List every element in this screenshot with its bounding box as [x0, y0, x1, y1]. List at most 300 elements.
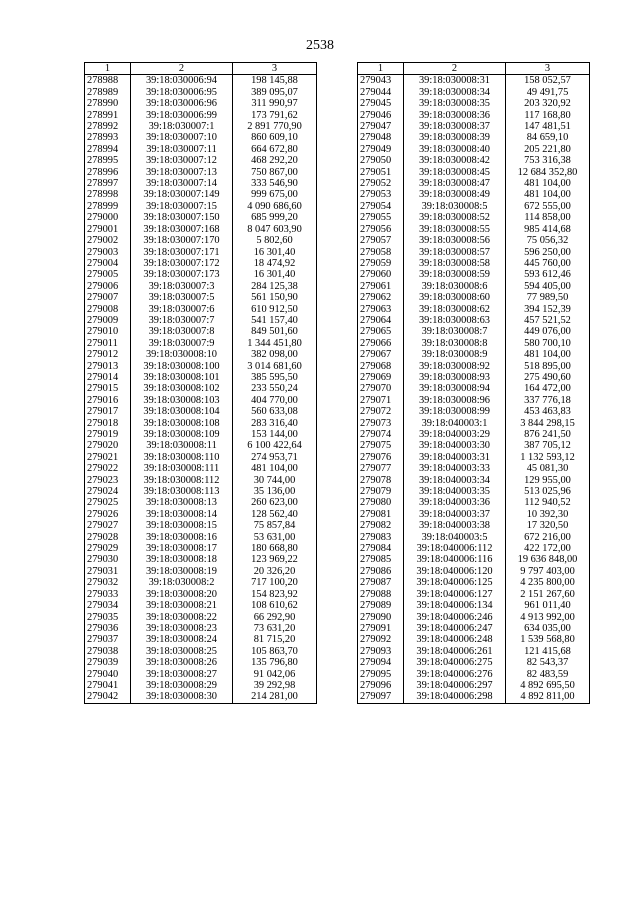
- table-row: [358, 383, 590, 394]
- cadastral-number: 39:18:030007:3: [131, 281, 233, 292]
- cadastral-value: 147 481,51: [506, 121, 590, 132]
- table-row: [85, 589, 317, 600]
- table-row: [85, 247, 317, 258]
- cadastral-value: 135 796,80: [233, 657, 317, 668]
- cadastral-number: 39:18:030007:150: [131, 212, 233, 223]
- row-number: 279077: [358, 463, 404, 474]
- table-row: [85, 429, 317, 440]
- table-row: [358, 87, 590, 98]
- cadastral-value: 1 132 593,12: [506, 452, 590, 463]
- cadastral-value: 123 969,22: [233, 554, 317, 565]
- table-row: [358, 155, 590, 166]
- row-number: 279067: [358, 349, 404, 360]
- cadastral-number: 39:18:030007:1: [131, 121, 233, 132]
- row-number: 279096: [358, 680, 404, 691]
- cadastral-value: 560 633,08: [233, 406, 317, 417]
- cadastral-number: 39:18:030008:39: [404, 132, 506, 143]
- table-row: [85, 326, 317, 337]
- row-number: 279059: [358, 258, 404, 269]
- table-row: [358, 497, 590, 508]
- row-number: 279080: [358, 497, 404, 508]
- table-row: [358, 475, 590, 486]
- cadastral-value: 876 241,50: [506, 429, 590, 440]
- table-row: [85, 475, 317, 486]
- cadastral-number: 39:18:030008:21: [131, 600, 233, 611]
- cadastral-number: 39:18:040006:127: [404, 589, 506, 600]
- cadastral-value: 158 052,57: [506, 75, 590, 87]
- cadastral-value: 12 684 352,80: [506, 167, 590, 178]
- table-row: [358, 235, 590, 246]
- cadastral-number: 39:18:030008:45: [404, 167, 506, 178]
- column-header-2: 2: [404, 63, 506, 75]
- table-row: [85, 486, 317, 497]
- row-number: 279008: [85, 304, 131, 315]
- table-row: [85, 452, 317, 463]
- row-number: 279070: [358, 383, 404, 394]
- cadastral-value: 121 415,68: [506, 646, 590, 657]
- table-row: [358, 543, 590, 554]
- row-number: 278996: [85, 167, 131, 178]
- row-number: 278998: [85, 189, 131, 200]
- row-number: 279071: [358, 395, 404, 406]
- cadastral-value: 112 940,52: [506, 497, 590, 508]
- cadastral-number: 39:18:030008:17: [131, 543, 233, 554]
- table-row: [358, 281, 590, 292]
- row-number: 279016: [85, 395, 131, 406]
- row-number: 279093: [358, 646, 404, 657]
- cadastral-number: 39:18:030007:14: [131, 178, 233, 189]
- row-number: 278997: [85, 178, 131, 189]
- row-number: 279012: [85, 349, 131, 360]
- row-number: 279045: [358, 98, 404, 109]
- cadastral-value: 75 056,32: [506, 235, 590, 246]
- cadastral-value: 2 151 267,60: [506, 589, 590, 600]
- cadastral-value: 4 892 811,00: [506, 691, 590, 703]
- table-row: [358, 110, 590, 121]
- cadastral-value: 404 770,00: [233, 395, 317, 406]
- cadastral-number: 39:18:040003:36: [404, 497, 506, 508]
- cadastral-value: 105 863,70: [233, 646, 317, 657]
- cadastral-number: 39:18:030008:22: [131, 612, 233, 623]
- table-row: [358, 520, 590, 531]
- row-number: 279014: [85, 372, 131, 383]
- table-row: [358, 532, 590, 543]
- table-row: [85, 224, 317, 235]
- row-number: 279024: [85, 486, 131, 497]
- cadastral-number: 39:18:030008:18: [131, 554, 233, 565]
- table-row: [85, 680, 317, 691]
- cadastral-value: 541 157,40: [233, 315, 317, 326]
- cadastral-number: 39:18:030008:62: [404, 304, 506, 315]
- left-table-body: [85, 75, 317, 703]
- cadastral-number: 39:18:040006:261: [404, 646, 506, 657]
- cadastral-number: 39:18:030007:15: [131, 201, 233, 212]
- row-number: 279026: [85, 509, 131, 520]
- table-row: [358, 680, 590, 691]
- row-number: 279046: [358, 110, 404, 121]
- table-row: [358, 178, 590, 189]
- row-number: 279022: [85, 463, 131, 474]
- cadastral-value: 849 501,60: [233, 326, 317, 337]
- cadastral-number: 39:18:030008:113: [131, 486, 233, 497]
- row-number: 279056: [358, 224, 404, 235]
- cadastral-number: 39:18:040006:275: [404, 657, 506, 668]
- row-number: 279065: [358, 326, 404, 337]
- cadastral-number: 39:18:030008:49: [404, 189, 506, 200]
- row-number: 279076: [358, 452, 404, 463]
- cadastral-number: 39:18:030008:52: [404, 212, 506, 223]
- table-row: [358, 224, 590, 235]
- cadastral-number: 39:18:030008:14: [131, 509, 233, 520]
- cadastral-number: 39:18:030008:30: [131, 691, 233, 703]
- cadastral-number: 39:18:040006:116: [404, 554, 506, 565]
- cadastral-number: 39:18:030008:60: [404, 292, 506, 303]
- table-row: [85, 281, 317, 292]
- row-number: 279052: [358, 178, 404, 189]
- cadastral-number: 39:18:030007:7: [131, 315, 233, 326]
- cadastral-value: 91 042,06: [233, 669, 317, 680]
- cadastral-value: 664 672,80: [233, 144, 317, 155]
- cadastral-value: 180 668,80: [233, 543, 317, 554]
- cadastral-value: 387 705,12: [506, 440, 590, 451]
- table-row: [358, 669, 590, 680]
- table-row: [85, 110, 317, 121]
- table-row: [85, 612, 317, 623]
- table-row: [358, 554, 590, 565]
- cadastral-value: 481 104,00: [506, 178, 590, 189]
- row-number: 279066: [358, 338, 404, 349]
- cadastral-number: 39:18:030008:63: [404, 315, 506, 326]
- row-number: 279063: [358, 304, 404, 315]
- table-row: [85, 669, 317, 680]
- row-number: 279020: [85, 440, 131, 451]
- table-row: [85, 577, 317, 588]
- row-number: 279031: [85, 566, 131, 577]
- row-number: 279018: [85, 418, 131, 429]
- cadastral-value: 449 076,00: [506, 326, 590, 337]
- right-table-header: [358, 63, 590, 75]
- cadastral-value: 596 250,00: [506, 247, 590, 258]
- table-row: [85, 212, 317, 223]
- cadastral-value: 394 152,39: [506, 304, 590, 315]
- cadastral-number: 39:18:030008:15: [131, 520, 233, 531]
- table-row: [358, 75, 590, 87]
- table-row: [85, 292, 317, 303]
- cadastral-value: 205 221,80: [506, 144, 590, 155]
- table-row: [358, 657, 590, 668]
- cadastral-number: 39:18:030007:12: [131, 155, 233, 166]
- cadastral-number: 39:18:040003:37: [404, 509, 506, 520]
- cadastral-number: 39:18:030008:11: [131, 440, 233, 451]
- cadastral-value: 117 168,80: [506, 110, 590, 121]
- table-row: [85, 372, 317, 383]
- cadastral-value: 203 320,92: [506, 98, 590, 109]
- row-number: 279013: [85, 361, 131, 372]
- cadastral-value: 9 797 403,00: [506, 566, 590, 577]
- cadastral-value: 82 543,37: [506, 657, 590, 668]
- table-row: [358, 646, 590, 657]
- cadastral-number: 39:18:030006:95: [131, 87, 233, 98]
- cadastral-number: 39:18:030008:94: [404, 383, 506, 394]
- table-row: [358, 338, 590, 349]
- cadastral-value: 3 844 298,15: [506, 418, 590, 429]
- cadastral-number: 39:18:030008:31: [404, 75, 506, 87]
- cadastral-value: 198 145,88: [233, 75, 317, 87]
- row-number: 279048: [358, 132, 404, 143]
- cadastral-value: 860 609,10: [233, 132, 317, 143]
- cadastral-number: 39:18:040006:134: [404, 600, 506, 611]
- cadastral-value: 233 550,24: [233, 383, 317, 394]
- page-number: 2538: [306, 38, 334, 53]
- table-row: [85, 144, 317, 155]
- cadastral-value: 128 562,40: [233, 509, 317, 520]
- left-table: [84, 62, 317, 704]
- table-row: [358, 121, 590, 132]
- row-number: 279015: [85, 383, 131, 394]
- table-row: [358, 486, 590, 497]
- cadastral-value: 20 326,20: [233, 566, 317, 577]
- row-number: 279053: [358, 189, 404, 200]
- row-number: 279073: [358, 418, 404, 429]
- table-row: [358, 612, 590, 623]
- table-row: [358, 258, 590, 269]
- table-row: [358, 269, 590, 280]
- cadastral-number: 39:18:030007:9: [131, 338, 233, 349]
- row-number: 279006: [85, 281, 131, 292]
- row-number: 279004: [85, 258, 131, 269]
- cadastral-value: 154 823,92: [233, 589, 317, 600]
- row-number: 279082: [358, 520, 404, 531]
- cadastral-value: 685 999,20: [233, 212, 317, 223]
- cadastral-value: 4 235 800,00: [506, 577, 590, 588]
- table-row: [85, 623, 317, 634]
- cadastral-number: 39:18:030008:104: [131, 406, 233, 417]
- cadastral-value: 750 867,00: [233, 167, 317, 178]
- cadastral-number: 39:18:030007:171: [131, 247, 233, 258]
- table-row: [85, 349, 317, 360]
- cadastral-number: 39:18:040006:298: [404, 691, 506, 703]
- cadastral-number: 39:18:030006:99: [131, 110, 233, 121]
- cadastral-number: 39:18:030008:92: [404, 361, 506, 372]
- row-number: 279038: [85, 646, 131, 657]
- table-row: [85, 178, 317, 189]
- table-row: [358, 600, 590, 611]
- cadastral-number: 39:18:030008:13: [131, 497, 233, 508]
- cadastral-value: 453 463,83: [506, 406, 590, 417]
- row-number: 279042: [85, 691, 131, 703]
- cadastral-number: 39:18:030008:112: [131, 475, 233, 486]
- cadastral-number: 39:18:030006:96: [131, 98, 233, 109]
- table-row: [358, 440, 590, 451]
- cadastral-number: 39:18:040003:38: [404, 520, 506, 531]
- table-row: [358, 623, 590, 634]
- table-row: [358, 577, 590, 588]
- table-row: [358, 589, 590, 600]
- cadastral-number: 39:18:030006:94: [131, 75, 233, 87]
- cadastral-value: 481 104,00: [506, 349, 590, 360]
- row-number: 279086: [358, 566, 404, 577]
- table-row: [85, 121, 317, 132]
- table-row: [85, 87, 317, 98]
- table-row: [85, 189, 317, 200]
- row-number: 279000: [85, 212, 131, 223]
- cadastral-number: 39:18:030008:108: [131, 418, 233, 429]
- row-number: 279051: [358, 167, 404, 178]
- row-number: 279068: [358, 361, 404, 372]
- table-row: [358, 691, 590, 703]
- table-row: [358, 349, 590, 360]
- cadastral-value: 16 301,40: [233, 269, 317, 280]
- column-header-3: 3: [233, 63, 317, 75]
- row-number: 279035: [85, 612, 131, 623]
- table-row: [358, 212, 590, 223]
- right-table-body: [358, 75, 590, 703]
- cadastral-number: 39:18:030008:103: [131, 395, 233, 406]
- table-row: [358, 395, 590, 406]
- table-row: [85, 201, 317, 212]
- row-number: 279061: [358, 281, 404, 292]
- cadastral-number: 39:18:030008:29: [131, 680, 233, 691]
- column-header-1: 1: [358, 63, 404, 75]
- table-row: [85, 258, 317, 269]
- cadastral-value: 422 172,00: [506, 543, 590, 554]
- cadastral-value: 999 675,00: [233, 189, 317, 200]
- cadastral-number: 39:18:030008:6: [404, 281, 506, 292]
- cadastral-number: 39:18:030008:93: [404, 372, 506, 383]
- row-number: 279030: [85, 554, 131, 565]
- cadastral-value: 468 292,20: [233, 155, 317, 166]
- row-number: 279019: [85, 429, 131, 440]
- cadastral-value: 84 659,10: [506, 132, 590, 143]
- column-header-2: 2: [131, 63, 233, 75]
- cadastral-value: 672 555,00: [506, 201, 590, 212]
- cadastral-value: 333 546,90: [233, 178, 317, 189]
- cadastral-number: 39:18:030008:111: [131, 463, 233, 474]
- table-row: [358, 509, 590, 520]
- cadastral-value: 66 292,90: [233, 612, 317, 623]
- row-number: 279075: [358, 440, 404, 451]
- cadastral-value: 481 104,00: [233, 463, 317, 474]
- cadastral-number: 39:18:040003:5: [404, 532, 506, 543]
- cadastral-number: 39:18:030007:173: [131, 269, 233, 280]
- row-number: 279001: [85, 224, 131, 235]
- cadastral-value: 4 090 686,60: [233, 201, 317, 212]
- cadastral-value: 580 700,10: [506, 338, 590, 349]
- cadastral-value: 634 035,00: [506, 623, 590, 634]
- table-row: [85, 509, 317, 520]
- cadastral-value: 164 472,00: [506, 383, 590, 394]
- row-number: 279055: [358, 212, 404, 223]
- cadastral-value: 35 136,00: [233, 486, 317, 497]
- cadastral-number: 39:18:030007:5: [131, 292, 233, 303]
- cadastral-number: 39:18:030007:11: [131, 144, 233, 155]
- cadastral-number: 39:18:030008:47: [404, 178, 506, 189]
- table-row: [85, 75, 317, 87]
- cadastral-value: 275 490,60: [506, 372, 590, 383]
- table-row: [85, 269, 317, 280]
- row-number: 279095: [358, 669, 404, 680]
- cadastral-value: 672 216,00: [506, 532, 590, 543]
- cadastral-value: 284 125,38: [233, 281, 317, 292]
- cadastral-value: 53 631,00: [233, 532, 317, 543]
- table-row: [358, 429, 590, 440]
- row-number: 278995: [85, 155, 131, 166]
- cadastral-number: 39:18:030008:25: [131, 646, 233, 657]
- table-row: [358, 292, 590, 303]
- cadastral-value: 30 744,00: [233, 475, 317, 486]
- cadastral-number: 39:18:030008:110: [131, 452, 233, 463]
- cadastral-value: 17 320,50: [506, 520, 590, 531]
- cadastral-number: 39:18:030008:9: [404, 349, 506, 360]
- row-number: 279057: [358, 235, 404, 246]
- row-number: 279003: [85, 247, 131, 258]
- row-number: 278999: [85, 201, 131, 212]
- row-number: 279091: [358, 623, 404, 634]
- row-number: 279007: [85, 292, 131, 303]
- column-header-3: 3: [506, 63, 590, 75]
- cadastral-number: 39:18:030008:27: [131, 669, 233, 680]
- cadastral-number: 39:18:030008:40: [404, 144, 506, 155]
- cadastral-value: 610 912,50: [233, 304, 317, 315]
- table-row: [85, 418, 317, 429]
- cadastral-value: 445 760,00: [506, 258, 590, 269]
- row-number: 278992: [85, 121, 131, 132]
- cadastral-number: 39:18:030008:7: [404, 326, 506, 337]
- cadastral-value: 753 316,38: [506, 155, 590, 166]
- cadastral-number: 39:18:030007:168: [131, 224, 233, 235]
- cadastral-value: 8 047 603,90: [233, 224, 317, 235]
- row-number: 279081: [358, 509, 404, 520]
- cadastral-number: 39:18:040003:33: [404, 463, 506, 474]
- row-number: 279092: [358, 634, 404, 645]
- cadastral-number: 39:18:040006:276: [404, 669, 506, 680]
- cadastral-number: 39:18:030008:109: [131, 429, 233, 440]
- cadastral-number: 39:18:030007:10: [131, 132, 233, 143]
- table-row: [85, 554, 317, 565]
- table-row: [358, 566, 590, 577]
- row-number: 279039: [85, 657, 131, 668]
- cadastral-value: 77 989,50: [506, 292, 590, 303]
- cadastral-value: 82 483,59: [506, 669, 590, 680]
- cadastral-number: 39:18:040006:297: [404, 680, 506, 691]
- table-row: [85, 691, 317, 703]
- cadastral-value: 337 776,18: [506, 395, 590, 406]
- cadastral-number: 39:18:030007:172: [131, 258, 233, 269]
- row-number: 279033: [85, 589, 131, 600]
- cadastral-value: 382 098,00: [233, 349, 317, 360]
- cadastral-value: 518 895,00: [506, 361, 590, 372]
- cadastral-value: 114 858,00: [506, 212, 590, 223]
- table-row: [85, 338, 317, 349]
- row-number: 279074: [358, 429, 404, 440]
- row-number: 279058: [358, 247, 404, 258]
- cadastral-number: 39:18:030007:6: [131, 304, 233, 315]
- row-number: 279027: [85, 520, 131, 531]
- row-number: 279021: [85, 452, 131, 463]
- table-row: [85, 657, 317, 668]
- cadastral-number: 39:18:040003:31: [404, 452, 506, 463]
- cadastral-number: 39:18:030008:55: [404, 224, 506, 235]
- row-number: 279094: [358, 657, 404, 668]
- cadastral-value: 73 631,20: [233, 623, 317, 634]
- cadastral-value: 594 405,00: [506, 281, 590, 292]
- row-number: 279043: [358, 75, 404, 87]
- row-number: 278988: [85, 75, 131, 87]
- cadastral-value: 389 095,07: [233, 87, 317, 98]
- table-row: [358, 304, 590, 315]
- row-number: 278990: [85, 98, 131, 109]
- row-number: 279037: [85, 634, 131, 645]
